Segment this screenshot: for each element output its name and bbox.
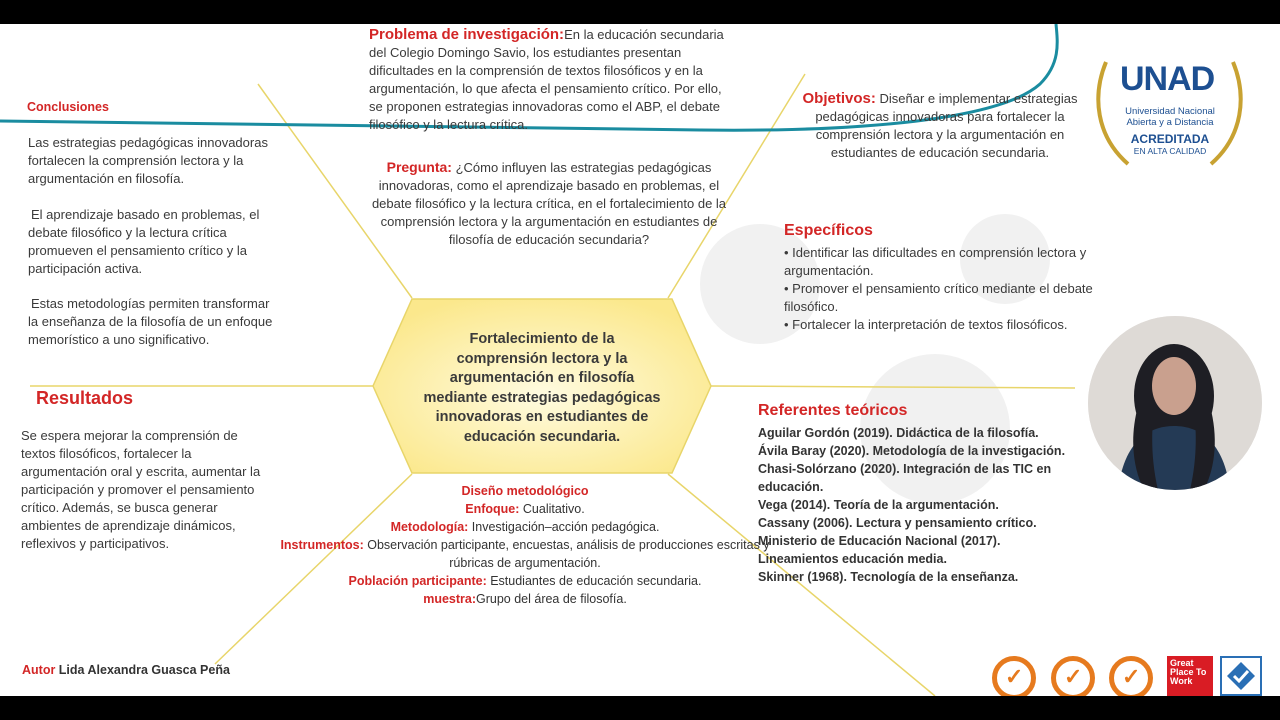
diseno-block: [280, 482, 770, 608]
slide: [0, 24, 1280, 696]
especificos-item: • Fortalecer la interpretación de textos filosóficos.: [784, 317, 1068, 332]
referente-item: Ministerio de Educación Nacional (2017). Lineamientos educación media.: [758, 534, 1001, 566]
author-line: [22, 663, 230, 677]
referentes-list: [758, 424, 1078, 586]
pregunta-block: [369, 158, 729, 249]
instrumentos-label: Instrumentos:: [280, 538, 364, 552]
especificos-list: [784, 244, 1129, 334]
instrumentos-value: Observación participante, encuestas, análisis de producciones escritas y rúbricas de argumentación.: [363, 538, 770, 570]
conclusiones-title: Conclusiones: [27, 100, 109, 114]
central-topic-title: Fortalecimiento de la comprensión lectora y la argumentación en filosofía mediante estrategias pedagógicas innovadoras en estudiantes de educación secundaria.: [423, 331, 661, 445]
poblacion-label: Población participante:: [348, 574, 487, 588]
certification-badge-icon: ✓: [992, 656, 1036, 696]
especificos-item: • Identificar las dificultades en comprensión lectora y argumentación.: [784, 245, 1087, 278]
referente-item: Skinner (1968). Tecnología de la enseñanza.: [758, 570, 1019, 584]
referente-item: Chasi-Solórzano (2020). Integración de las TIC en educación.: [758, 462, 1052, 494]
presenter-icon: [1088, 316, 1262, 490]
especificos-title: Específicos: [784, 222, 873, 239]
certification-badge-icon: ✓: [1109, 656, 1153, 696]
unad-name-line2: Abierta y a Distancia: [1126, 117, 1214, 128]
metodologia-value: Investigación–acción pedagógica.: [468, 520, 660, 534]
objetivos-text: Diseñar e implementar estrategias pedagógicas innovadoras para fortalecer la comprensión lectora y la argumentación en estudiantes de educación secundaria.: [815, 91, 1078, 160]
objetivos-label: Objetivos:: [802, 90, 876, 107]
referente-item: Aguilar Gordón (2019). Didáctica de la filosofía.: [758, 426, 1039, 440]
unad-name-line1: Universidad Nacional: [1125, 106, 1215, 117]
conclusiones-p3: Estas metodologías permiten transformar la enseñanza de la filosofía de un enfoque memorístico a uno significativo.: [28, 296, 273, 347]
resultados-title: Resultados: [36, 388, 134, 408]
enfoque-value: Cualitativo.: [519, 502, 585, 516]
presenter-webcam: [1088, 316, 1262, 490]
pregunta-text: ¿Cómo influyen las estrategias pedagógicas innovadoras, como el aprendizaje basado en problemas, el debate filosófico y la lectura crítica, en el fortalecimiento de la comprensión lectora y la argumentación en estudiantes de filosofía de educación secundaria?: [371, 160, 727, 247]
great-place-to-work-badge: Great Place To Work: [1167, 656, 1213, 696]
conclusiones-p1: Las estrategias pedagógicas innovadoras fortalecen la comprensión lectora y la argumentación en filosofía.: [28, 135, 268, 186]
conclusiones-p2: El aprendizaje basado en problemas, el debate filosófico y la lectura crítica promueven el pensamiento crítico y la participación activa.: [28, 207, 260, 276]
referente-item: Vega (2014). Teoría de la argumentación.: [758, 498, 999, 512]
certification-badge-icon: ✓: [1051, 656, 1095, 696]
unad-brand: UNAD: [1120, 60, 1215, 98]
central-topic: [372, 298, 712, 474]
unad-acreditada: ACREDITADA: [1130, 132, 1210, 146]
metodologia-label: Metodología:: [390, 520, 469, 534]
referente-item: Ávila Baray (2020). Metodología de la investigación.: [758, 444, 1066, 458]
resultados-text: Se espera mejorar la comprensión de textos filosóficos, fortalecer la argumentación oral y escrita, aumentar la participación y promover el pensamiento crítico. Además, se busca generar ambientes de aprendizaje dinámicos, reflexivos y participativos.: [21, 428, 261, 551]
iso-certification-icon: [1220, 656, 1262, 696]
muestra-value: Grupo del área de filosofía.: [476, 592, 627, 606]
referente-item: Cassany (2006). Lectura y pensamiento crítico.: [758, 516, 1037, 530]
diseno-title: Diseño metodológico: [461, 484, 589, 498]
author-label: Autor: [22, 663, 56, 677]
enfoque-label: Enfoque:: [465, 502, 520, 516]
author-name: Lida Alexandra Guasca Peña: [55, 663, 230, 677]
iso-icon: [1222, 658, 1260, 694]
especificos-item: • Promover el pensamiento crítico mediante el debate filosófico.: [784, 281, 1093, 314]
problema-text: En la educación secundaria del Colegio Domingo Savio, los estudiantes presentan dificultades en la comprensión de textos filosóficos y en la argumentación, lo que afecta el pensamiento crítico. Por ello, se proponen estrategias innovadoras como el ABP, el debate filosófico y la lectura crítica.: [369, 27, 724, 132]
objetivos-block: [790, 90, 1090, 162]
poblacion-value: Estudiantes de educación secundaria.: [486, 574, 702, 588]
unad-name: [1114, 106, 1226, 128]
unad-calidad: EN ALTA CALIDAD: [1133, 146, 1207, 156]
unad-logo: [1092, 56, 1247, 168]
referentes-title: Referentes teóricos: [758, 402, 908, 419]
muestra-label: muestra:: [423, 592, 476, 606]
problema-block: [369, 26, 724, 134]
pregunta-label: Pregunta:: [386, 159, 452, 175]
problema-label: Problema de investigación:: [369, 26, 565, 43]
